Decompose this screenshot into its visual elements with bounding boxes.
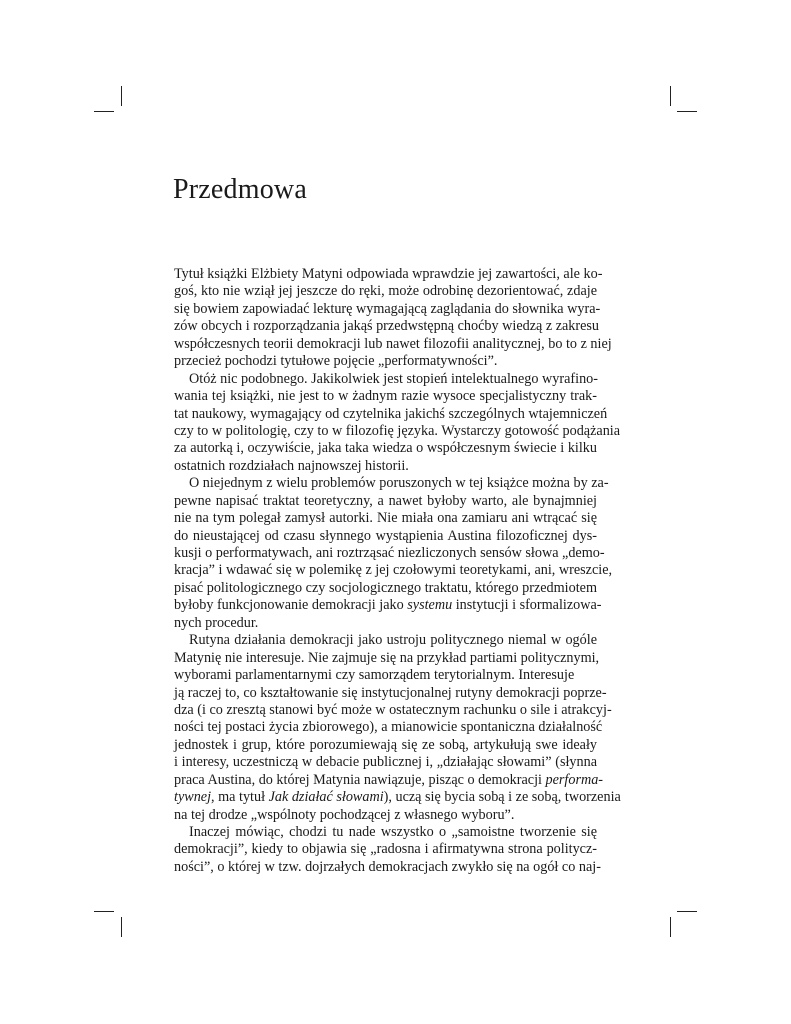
text-segment: demokracji”, kiedy to objawia się „radosna i afirmatywna strona politycz- bbox=[174, 841, 597, 858]
text-line bbox=[174, 684, 607, 702]
text-segment: , ma tytuł bbox=[211, 789, 269, 806]
text-line bbox=[174, 858, 601, 876]
text-segment: ), uczą się bycia sobą i ze sobą, tworzenia bbox=[383, 789, 621, 806]
text-line bbox=[174, 371, 597, 388]
text-segment: O niejednym z wielu problemów poruszonych w tej książce można by za- bbox=[189, 475, 609, 492]
crop-mark-bottom-left-h bbox=[94, 911, 114, 912]
text-segment: czy to w politologię, czy to w filozofię języka. Wystarczy gotowość podążania bbox=[174, 422, 621, 439]
text-line bbox=[174, 493, 597, 510]
text-segment: pisać politologicznego czy socjologicznego traktatu, którego przedmiotem bbox=[174, 579, 597, 596]
crop-mark-bottom-left-v bbox=[121, 917, 122, 937]
italic-text: systemu bbox=[407, 597, 453, 614]
text-segment: nych procedur. bbox=[174, 614, 259, 631]
text-segment: na tej drodze „wspólnoty pochodzącej z własnego wyboru”. bbox=[174, 806, 515, 823]
text-line bbox=[174, 824, 597, 841]
text-line bbox=[174, 440, 597, 457]
crop-mark-top-right-h bbox=[677, 111, 697, 112]
text-line bbox=[174, 737, 597, 754]
text-segment: byłoby funkcjonowanie demokracji jako bbox=[174, 597, 408, 614]
text-line bbox=[174, 667, 597, 684]
text-line bbox=[174, 475, 609, 492]
text-line bbox=[174, 562, 613, 579]
italic-text: performa- bbox=[545, 771, 604, 788]
text-line bbox=[174, 789, 621, 806]
crop-mark-top-left-h bbox=[94, 111, 114, 112]
text-segment: wania tej książki, nie jest to w żadnym razie wysoce specjalistyczny trak- bbox=[174, 388, 597, 405]
text-line bbox=[174, 458, 597, 475]
italic-text: Jak działać słowami bbox=[268, 789, 384, 806]
text-segment: Tytuł książki Elżbiety Matyni odpowiada wprawdzie jej zawartości, ale ko- bbox=[174, 266, 603, 282]
text-segment: kusji o performatywach, ani roztrząsać niezliczonych sensów słowa „demo- bbox=[174, 545, 605, 561]
text-segment: ności tej postaci życia zbiorowego), a mianowicie spontaniczna działalność bbox=[174, 719, 603, 736]
text-line bbox=[174, 719, 603, 736]
text-segment: Rutyna działania demokracji jako ustroju politycznego niemal w ogóle bbox=[189, 632, 597, 649]
text-line bbox=[174, 510, 597, 527]
text-line bbox=[174, 388, 597, 405]
text-segment: ją raczej to, co kształtowanie się instytucjonalnej rutyny demokracji poprze- bbox=[174, 684, 607, 701]
text-line bbox=[174, 701, 612, 719]
text-segment: się bowiem zapowiadać lekturę wymagającą zaglądania do słownika wyra- bbox=[174, 300, 601, 317]
text-line bbox=[174, 528, 597, 545]
crop-mark-top-left-v bbox=[121, 86, 122, 106]
text-segment: praca Austina, do której Matynia nawiązuje, pisząc o demokracji bbox=[174, 771, 546, 788]
text-line bbox=[174, 422, 621, 440]
text-line bbox=[174, 283, 597, 300]
crop-mark-bottom-right-h bbox=[677, 911, 697, 912]
text-segment: Inaczej mówiąc, chodzi tu nade wszystko o „samoistne tworzenie się bbox=[189, 824, 597, 840]
text-line bbox=[174, 615, 597, 632]
text-line bbox=[174, 335, 612, 353]
text-line bbox=[174, 597, 602, 614]
text-segment: ostatnich rozdziałach najnowszej historii. bbox=[174, 457, 409, 474]
text-segment: zów obcych i rozporządzania jakąś przedwstępną choćby wiedzą z zakresu bbox=[174, 318, 600, 335]
text-segment: pewne napisać traktat teoretyczny, a nawet byłoby warto, ale bynajmniej bbox=[174, 492, 597, 509]
text-line bbox=[174, 405, 608, 423]
crop-mark-top-right-v bbox=[670, 86, 671, 106]
chapter-title: Przedmowa bbox=[173, 174, 307, 205]
text-line bbox=[174, 649, 600, 667]
text-segment: przecież pochodzi tytułowe pojęcie „performatywności”. bbox=[174, 353, 498, 370]
text-line bbox=[174, 771, 604, 789]
body-text bbox=[174, 266, 621, 876]
text-segment: jednostek i grup, które porozumiewają się ze sobą, artykułują swe ideały bbox=[174, 736, 597, 753]
text-segment: goś, kto nie wziął jej jeszcze do ręki, może odrobinę dezorientować, zdaje bbox=[174, 283, 597, 300]
text-segment: Otóż nic podobnego. Jakikolwiek jest stopień intelektualnego wyrafino- bbox=[189, 370, 598, 387]
text-line bbox=[174, 300, 601, 318]
text-segment: dza (i co zresztą stanowi być może w ostatecznym rachunku o sile i atrakcyj- bbox=[174, 701, 612, 718]
italic-text: tywnej bbox=[174, 789, 212, 806]
text-segment: instytucji i sformalizowa- bbox=[452, 597, 602, 614]
text-segment: nie na tym polegał zamysł autorki. Nie miała ona zamiaru ani wtrącać się bbox=[174, 510, 597, 527]
text-segment: ności”, o której w tzw. dojrzałych demokracjach zwykło się na ogół co naj- bbox=[174, 858, 601, 875]
text-segment: do nieustającej od czasu słynnego wystąpienia Austina filozoficznej dys- bbox=[174, 527, 597, 544]
text-line bbox=[174, 841, 597, 858]
text-segment: kracja” i wdawać się w polemikę z jej czołowymi teoretykami, ani, wreszcie, bbox=[174, 562, 613, 579]
text-segment: Matynię nie interesuje. Nie zajmuje się na przykład partiami politycznymi, bbox=[174, 649, 600, 666]
text-line bbox=[174, 632, 597, 649]
text-segment: współczesnych teorii demokracji lub nawet filozofii analitycznej, bo to z niej bbox=[174, 335, 612, 352]
text-segment: tat naukowy, wymagający od czytelnika jakichś szczególnych wtajemniczeń bbox=[174, 405, 608, 422]
text-line bbox=[174, 545, 605, 562]
text-line bbox=[174, 318, 600, 335]
text-line bbox=[174, 580, 597, 597]
text-segment: wyborami parlamentarnymi czy samorządem terytorialnym. Interesuje bbox=[174, 667, 575, 684]
text-line bbox=[174, 754, 597, 771]
crop-mark-bottom-right-v bbox=[670, 917, 671, 937]
text-line bbox=[174, 807, 597, 824]
text-segment: za autorką i, oczywiście, jaka taka wiedza o współczesnym świecie i kilku bbox=[174, 440, 597, 457]
text-line bbox=[174, 266, 603, 283]
text-segment: i interesy, uczestniczą w debacie publicznej i, „działając słowami” (słynna bbox=[174, 754, 597, 771]
text-line bbox=[174, 353, 597, 370]
